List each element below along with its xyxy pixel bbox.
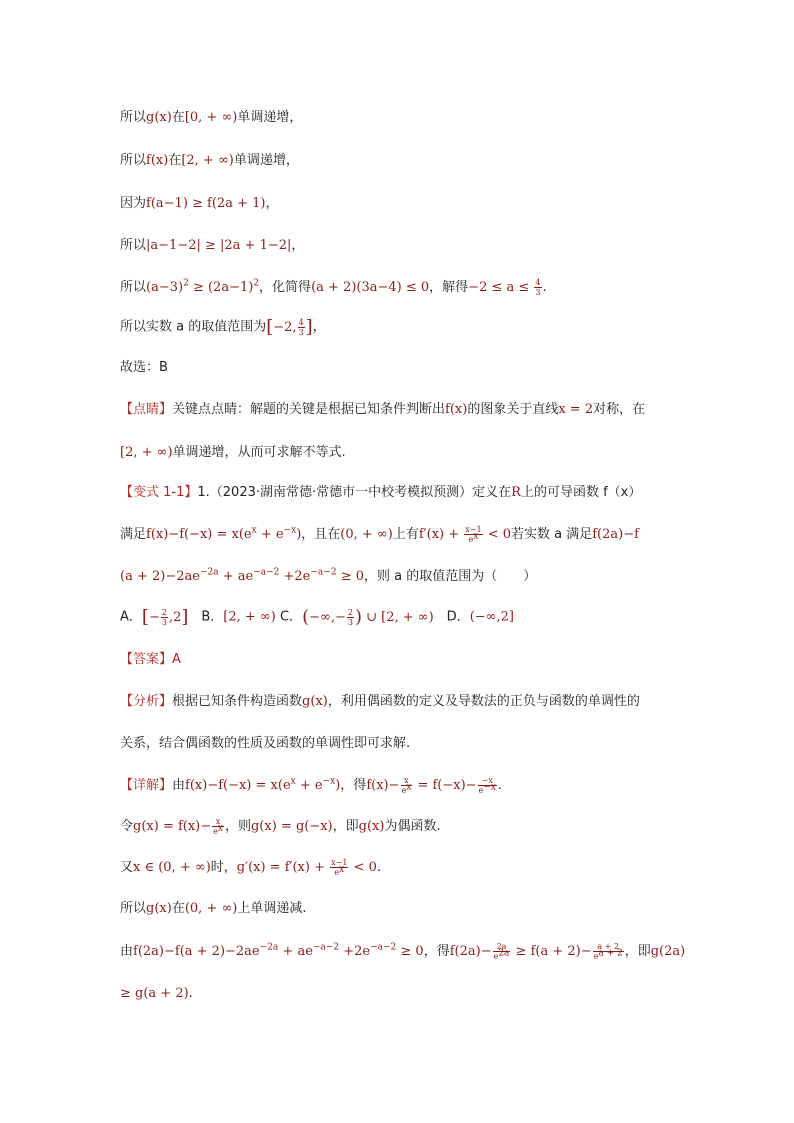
text: 所以	[120, 238, 147, 253]
line-18	[120, 817, 680, 837]
math: f′(x) + $\frac{x-1}{e^x}$ < 0	[418, 525, 512, 544]
math: $f(2a)-f(a + 2)-2ae^{-2a} + ae^{-a-2} +2e^{-a-2} \ge 0$	[133, 942, 424, 959]
line-12	[120, 567, 680, 587]
text: 又	[120, 860, 134, 875]
text: ，利用偶函数的定义及导数法的正负与函数的单调性的	[327, 694, 640, 709]
text: 1.（2023·湖南常德·常德市一中校考模拟预测）定义在	[197, 485, 512, 500]
option-d-math: (−∞,2]	[469, 609, 514, 625]
text: 所以	[120, 280, 147, 295]
label-tag: 【详解】	[120, 778, 173, 793]
math: f(2a)−f	[592, 527, 639, 542]
option-b-math: [2, + ∞)	[223, 609, 276, 625]
line-19	[120, 858, 680, 878]
math: g(x)	[358, 819, 385, 834]
text: 所以	[120, 153, 147, 168]
line-14	[120, 650, 680, 670]
math: g(x)	[302, 694, 328, 709]
math: f(x)	[445, 402, 468, 417]
text: 若实数 a 满足	[511, 527, 593, 542]
line-11	[120, 525, 680, 545]
line-10	[120, 483, 680, 503]
text: ，得	[423, 944, 450, 959]
line-9	[120, 443, 680, 463]
text: 由	[120, 944, 134, 959]
math: $(a + 2)-2ae^{-2a} + ae^{-a-2} +2e^{-a-2} \ge 0$	[120, 567, 364, 584]
line-5	[120, 278, 680, 298]
answer: A	[172, 652, 181, 667]
math: −2 ≤ a ≤ $\frac{4}{3}$	[468, 278, 541, 297]
label-tag: 【点睛】	[120, 402, 173, 417]
text: .	[376, 860, 381, 875]
line-2	[120, 151, 680, 171]
label-tag: 【变式 1-1】	[120, 485, 198, 500]
text: 的图象关于直线	[467, 402, 559, 417]
text: 时，	[210, 860, 237, 875]
text: 根据已知条件构造函数	[172, 694, 303, 709]
math: f(x)	[146, 153, 169, 168]
text: 令	[120, 819, 134, 834]
text: .	[188, 986, 193, 1001]
math: x ∈ (0, + ∞)	[133, 860, 211, 875]
math: (0, + ∞)	[184, 901, 238, 916]
label-tag: 【分析】	[120, 694, 173, 709]
math: f(2a)− $\frac{2a}{e^{2a}}$ ≥ f(a + 2)− $\frac{a + 2}{e^{a + 2}}$	[449, 942, 623, 961]
text: 为偶函数.	[384, 819, 441, 834]
line-17	[120, 776, 680, 796]
option-b-label: B．	[188, 609, 224, 625]
text: ，即	[624, 944, 651, 959]
text: .	[497, 778, 503, 793]
text: ，	[265, 196, 279, 211]
text: 单调递增，从而可求解不等式.	[172, 445, 346, 460]
text: ，解得	[429, 280, 469, 295]
math: $(a-3)^2 \ge (2a-1)^2$	[146, 278, 260, 295]
text: 故选：B	[120, 360, 168, 375]
line-21	[120, 942, 686, 962]
option-c-math: (−∞,− $\frac{2}{3}$ ) ∪ [2, + ∞)	[302, 606, 434, 627]
math: $f(x)-f(-x) = x(e^x + e^{-x})$	[185, 776, 341, 793]
text: ，即	[332, 819, 359, 834]
line-6	[120, 317, 680, 338]
text: 所以实数 a 的取值范围为	[120, 319, 267, 335]
option-a-math: [− $\frac{2}{3}$ ,2]	[141, 606, 189, 627]
option-c-label: C．	[275, 609, 303, 625]
math: (0, + ∞)	[340, 527, 393, 542]
math: f(a−1) ≥ f(2a + 1)	[146, 196, 266, 211]
math: g(2a)	[650, 944, 686, 959]
line-13	[120, 607, 680, 628]
line-16	[120, 734, 680, 754]
math: [0, + ∞)	[184, 110, 238, 125]
math: x = 2	[558, 402, 594, 417]
text: ，得	[340, 778, 367, 793]
math: |a−1−2| ≥ |2a + 1−2|	[146, 238, 292, 253]
text: 上有	[392, 527, 419, 542]
math: R	[511, 485, 521, 500]
math: g(x)	[146, 901, 172, 916]
text: ，	[312, 319, 326, 335]
label-tag: 【答案】	[120, 652, 173, 667]
math: [2, + ∞)	[181, 153, 234, 168]
line-7	[120, 358, 680, 378]
text: ，且在	[301, 527, 341, 542]
math: ≥ g(a + 2)	[120, 986, 189, 1001]
option-d-label: D．	[433, 609, 470, 625]
option-a-label: A．	[120, 609, 142, 625]
math: g(x) = f(x)− $\frac{x}{e^x}$	[133, 817, 223, 836]
line-4	[120, 236, 680, 256]
math: $f(x)-f(-x) = x(e^x + e^{-x})$	[146, 525, 302, 542]
text: 上的可导函数 f（x）	[520, 485, 642, 500]
math: (a + 2)(3a−4) ≤ 0	[311, 280, 430, 295]
math: g′(x) = f′(x) + $\frac{x-1}{e^x}$ < 0	[236, 858, 377, 877]
line-15	[120, 692, 680, 712]
line-1	[120, 108, 680, 128]
text: 在	[171, 110, 185, 125]
text: 在	[168, 153, 182, 168]
line-3	[120, 194, 680, 214]
text: 在	[171, 901, 185, 916]
line-20	[120, 899, 680, 919]
math: f(x)− $\frac{x}{e^x}$ = f(−x)− $\frac{-x}{e^{-x}}$	[366, 776, 496, 795]
text: 因为	[120, 196, 147, 211]
text: 对称，在	[593, 402, 646, 417]
text: 关系，结合偶函数的性质及函数的单调性即可求解.	[120, 736, 411, 751]
text: 关键点点睛：解题的关键是根据已知条件判断出	[172, 402, 446, 417]
line-8	[120, 400, 680, 420]
text: 满足	[120, 527, 147, 542]
text: 所以	[120, 901, 147, 916]
text: 所以	[120, 110, 147, 125]
text: ，	[291, 238, 305, 253]
text: 单调递增，	[233, 153, 299, 168]
math: [−2, $\frac{4}{3}$ ]	[266, 316, 313, 337]
text: .	[542, 280, 547, 295]
math: [2, + ∞)	[120, 445, 173, 460]
text: 单调递增，	[237, 110, 303, 125]
math: g(x) = g(−x)	[250, 819, 333, 834]
text: 上单调递减.	[237, 901, 307, 916]
text: 由	[172, 778, 186, 793]
math: g(x)	[146, 110, 172, 125]
line-22	[120, 984, 680, 1004]
text: ，则 a 的取值范围为（ ）	[364, 569, 537, 584]
text: ，化简得	[259, 280, 312, 295]
text: ，则	[224, 819, 251, 834]
